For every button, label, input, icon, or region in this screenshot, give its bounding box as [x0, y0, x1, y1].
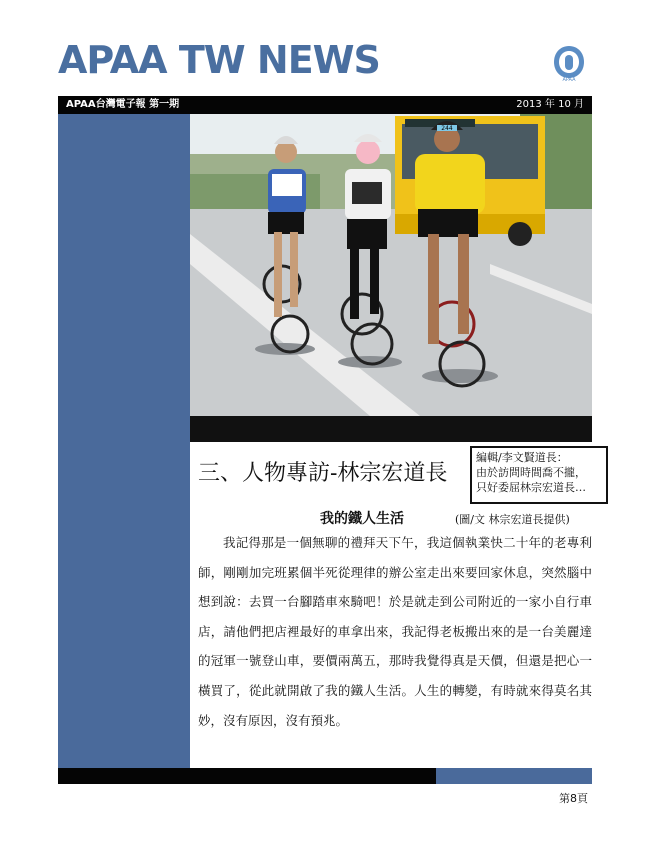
article-subtitle: 我的鐵人生活 — [320, 511, 404, 527]
article-credit: (圖/文 林宗宏道長提供) — [455, 513, 570, 526]
masthead-title: APAA TW NEWS — [58, 38, 380, 82]
article-body — [198, 528, 592, 735]
header-bar — [58, 96, 592, 114]
page-number: 第8頁 — [559, 792, 588, 805]
footer-bar — [58, 768, 592, 784]
editor-note-box — [470, 446, 608, 504]
logo-text: APAA — [562, 77, 576, 82]
footer-bar-black — [58, 768, 436, 784]
sidebar-decoration — [58, 114, 190, 768]
apaa-logo-icon — [552, 44, 586, 82]
jersey-number: 244 — [441, 125, 453, 132]
photo-caption-bar — [190, 416, 592, 442]
cyclists-photo — [190, 114, 592, 416]
editor-note-line: 由於訪問時間喬不攏， — [476, 466, 586, 479]
editor-note-line: 編輯/李文賢道長： — [476, 451, 568, 464]
article-headline: 三、人物專訪-林宗宏道長 — [198, 461, 448, 486]
article-paragraph: 我記得那是一個無聊的禮拜天下午，我這個執業快二十年的老專利師，剛剛加完班累個半死從理律的辦公室走出來要回家休息，突然腦中想到說：去買一台腳踏車來騎吧！於是就走到公司附近的一家小自行車店，請他們把店裡最好的車拿出來，我記得老板搬出來的是一台美麗達的冠軍一號登山車，要價兩萬五，那時我覺得真是天價，但還是把心一橫買了，從此就開啟了我的鐵人生活。人生的轉變，有時就來得莫名其妙，沒有原因，沒有預兆。 — [198, 535, 592, 728]
editor-note-line: 只好委屈林宗宏道長… — [476, 481, 586, 494]
issue-date: 2013 年 10 月 — [516, 99, 584, 110]
newsletter-issue: APAA台灣電子報 第一期 — [66, 99, 180, 110]
